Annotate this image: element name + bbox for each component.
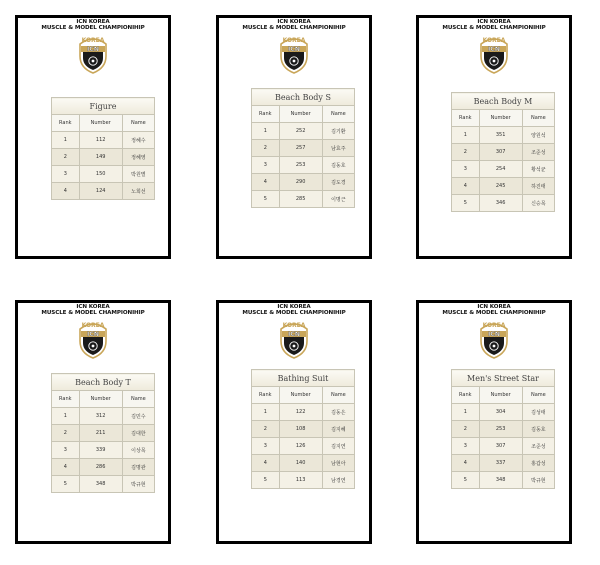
column-header-name: Name <box>122 391 154 408</box>
column-header-name: Name <box>322 387 354 404</box>
cell-name: 김명관 <box>122 459 154 476</box>
category-title: Bathing Suit <box>252 370 355 387</box>
header-line-2: MUSCLE & MODEL CHAMPIONIHIP <box>242 310 346 317</box>
cell-rank: 2 <box>452 421 480 438</box>
cell-number: 312 <box>79 408 122 425</box>
cell-name: 조준성 <box>522 438 554 455</box>
cell-rank: 3 <box>252 438 280 455</box>
cell-name: 조준성 <box>522 144 554 161</box>
cell-rank: 4 <box>452 455 480 472</box>
table-row <box>52 166 155 183</box>
cell-name: 김기환 <box>322 123 354 140</box>
cell-rank: 5 <box>52 476 80 493</box>
cell-name: 김대한 <box>122 425 154 442</box>
svg-text:ICN: ICN <box>287 331 301 339</box>
column-header-number: Number <box>279 106 322 123</box>
cell-rank: 4 <box>52 459 80 476</box>
table-header-row <box>52 115 155 132</box>
svg-text:KOREA: KOREA <box>81 37 105 44</box>
table-row <box>252 472 355 489</box>
table-row <box>52 408 155 425</box>
table-row <box>52 132 155 149</box>
cell-number: 253 <box>279 157 322 174</box>
cell-name: 신승목 <box>522 195 554 212</box>
result-card <box>416 300 572 544</box>
ranking-table <box>51 97 155 200</box>
category-title: Beach Body S <box>252 89 355 106</box>
cell-rank: 1 <box>252 123 280 140</box>
cell-rank: 2 <box>252 421 280 438</box>
category-title: Beach Body T <box>52 374 155 391</box>
cell-name: 김민수 <box>122 408 154 425</box>
header-line-2: MUSCLE & MODEL CHAMPIONIHIP <box>442 310 546 317</box>
icn-korea-logo <box>277 317 311 359</box>
cell-number: 252 <box>279 123 322 140</box>
cell-name: 하진태 <box>522 178 554 195</box>
header-line-1: ICN KOREA <box>477 19 511 25</box>
cell-number: 307 <box>479 438 522 455</box>
table-row <box>452 161 555 178</box>
header-line-1: ICN KOREA <box>477 304 511 310</box>
cell-rank: 2 <box>52 149 80 166</box>
cell-number: 304 <box>479 404 522 421</box>
header-line-1: ICN KOREA <box>76 19 110 25</box>
svg-text:KOREA: KOREA <box>482 37 506 44</box>
column-header-rank: Rank <box>452 110 480 127</box>
category-title: Beach Body M <box>452 93 555 110</box>
cell-name: 양원석 <box>522 127 554 144</box>
table-row <box>52 183 155 200</box>
svg-text:KOREA: KOREA <box>282 322 306 329</box>
header-line-1: ICN KOREA <box>76 304 110 310</box>
cell-rank: 1 <box>452 127 480 144</box>
cell-name: 남효주 <box>322 140 354 157</box>
table-row <box>452 455 555 472</box>
svg-text:ICN: ICN <box>287 46 301 54</box>
cell-number: 122 <box>279 404 322 421</box>
table-header-row <box>252 106 355 123</box>
table-row <box>452 144 555 161</box>
table-row <box>52 459 155 476</box>
cell-rank: 4 <box>252 174 280 191</box>
table-header-row <box>52 391 155 408</box>
cell-rank: 4 <box>52 183 80 200</box>
svg-text:ICN: ICN <box>86 46 100 54</box>
svg-text:KOREA: KOREA <box>282 37 306 44</box>
cell-name: 노희선 <box>122 183 154 200</box>
table-header-row <box>452 387 555 404</box>
svg-text:KOREA: KOREA <box>482 322 506 329</box>
result-card <box>15 15 171 259</box>
cell-number: 253 <box>479 421 522 438</box>
icn-korea-logo <box>477 32 511 74</box>
column-header-rank: Rank <box>52 391 80 408</box>
svg-text:KOREA: KOREA <box>81 322 105 329</box>
ranking-table <box>451 92 555 212</box>
championship-header <box>18 304 168 317</box>
svg-text:ICN: ICN <box>487 46 501 54</box>
cell-rank: 5 <box>452 195 480 212</box>
column-header-number: Number <box>479 387 522 404</box>
icn-korea-logo <box>76 32 110 74</box>
championship-header <box>18 19 168 32</box>
header-line-1: ICN KOREA <box>277 19 311 25</box>
cell-name: 김동은 <box>322 404 354 421</box>
championship-header <box>419 19 569 32</box>
table-row <box>452 438 555 455</box>
cell-name: 김동호 <box>522 421 554 438</box>
cell-name: 김지혜 <box>322 421 354 438</box>
cell-number: 149 <box>79 149 122 166</box>
column-header-name: Name <box>522 110 554 127</box>
cell-number: 108 <box>279 421 322 438</box>
svg-text:ICN: ICN <box>86 331 100 339</box>
cell-name: 박규현 <box>122 476 154 493</box>
result-card <box>216 300 372 544</box>
cell-rank: 3 <box>452 161 480 178</box>
cell-number: 348 <box>79 476 122 493</box>
icn-korea-logo <box>277 32 311 74</box>
table-row <box>252 404 355 421</box>
cell-name: 김성태 <box>522 404 554 421</box>
ranking-table <box>251 88 355 208</box>
table-header-row <box>252 387 355 404</box>
cell-rank: 2 <box>252 140 280 157</box>
cell-number: 307 <box>479 144 522 161</box>
cell-number: 124 <box>79 183 122 200</box>
table-row <box>252 421 355 438</box>
column-header-rank: Rank <box>452 387 480 404</box>
cell-rank: 3 <box>252 157 280 174</box>
table-row <box>252 174 355 191</box>
cell-number: 254 <box>479 161 522 178</box>
table-row <box>52 425 155 442</box>
result-card <box>216 15 372 259</box>
table-header-row <box>452 110 555 127</box>
cell-number: 337 <box>479 455 522 472</box>
table-row <box>452 178 555 195</box>
cell-number: 140 <box>279 455 322 472</box>
table-row <box>452 127 555 144</box>
cell-number: 112 <box>79 132 122 149</box>
cell-name: 정혜수 <box>122 132 154 149</box>
cell-rank: 3 <box>452 438 480 455</box>
table-row <box>52 476 155 493</box>
table-row <box>452 472 555 489</box>
championship-header <box>219 19 369 32</box>
table-row <box>252 438 355 455</box>
table-row <box>52 442 155 459</box>
header-line-2: MUSCLE & MODEL CHAMPIONIHIP <box>242 25 346 32</box>
cell-name: 박규현 <box>522 472 554 489</box>
column-header-number: Number <box>479 110 522 127</box>
cell-rank: 1 <box>252 404 280 421</box>
table-row <box>452 421 555 438</box>
cell-number: 211 <box>79 425 122 442</box>
cell-name: 정혜영 <box>122 149 154 166</box>
table-row <box>52 149 155 166</box>
cell-number: 339 <box>79 442 122 459</box>
cell-name: 황석균 <box>522 161 554 178</box>
header-line-2: MUSCLE & MODEL CHAMPIONIHIP <box>41 25 145 32</box>
header-line-2: MUSCLE & MODEL CHAMPIONIHIP <box>41 310 145 317</box>
championship-header <box>419 304 569 317</box>
column-header-number: Number <box>79 115 122 132</box>
cell-number: 346 <box>479 195 522 212</box>
ranking-table <box>51 373 155 493</box>
cell-number: 290 <box>279 174 322 191</box>
cell-name: 박원별 <box>122 166 154 183</box>
table-row <box>452 404 555 421</box>
cell-rank: 1 <box>52 408 80 425</box>
cell-number: 285 <box>279 191 322 208</box>
cell-rank: 5 <box>252 191 280 208</box>
ranking-table <box>451 369 555 489</box>
column-header-rank: Rank <box>252 387 280 404</box>
cell-number: 348 <box>479 472 522 489</box>
cell-name: 김도경 <box>322 174 354 191</box>
cell-number: 351 <box>479 127 522 144</box>
result-card <box>416 15 572 259</box>
category-title: Men's Street Star <box>452 370 555 387</box>
cell-name: 이명근 <box>322 191 354 208</box>
column-header-number: Number <box>79 391 122 408</box>
svg-text:ICN: ICN <box>487 331 501 339</box>
cell-rank: 3 <box>52 442 80 459</box>
table-row <box>452 195 555 212</box>
championship-header <box>219 304 369 317</box>
header-line-1: ICN KOREA <box>277 304 311 310</box>
header-line-2: MUSCLE & MODEL CHAMPIONIHIP <box>442 25 546 32</box>
cell-number: 126 <box>279 438 322 455</box>
table-row <box>252 140 355 157</box>
result-card <box>15 300 171 544</box>
cell-rank: 4 <box>252 455 280 472</box>
cell-name: 이상목 <box>122 442 154 459</box>
cell-rank: 2 <box>52 425 80 442</box>
cell-number: 286 <box>79 459 122 476</box>
icn-korea-logo <box>477 317 511 359</box>
cell-name: 남현아 <box>322 455 354 472</box>
cell-number: 245 <box>479 178 522 195</box>
icn-korea-logo <box>76 317 110 359</box>
cell-name: 남경연 <box>322 472 354 489</box>
cell-rank: 1 <box>52 132 80 149</box>
cell-rank: 2 <box>452 144 480 161</box>
cell-rank: 4 <box>452 178 480 195</box>
category-title: Figure <box>52 98 155 115</box>
cell-name: 홍갑성 <box>522 455 554 472</box>
column-header-name: Name <box>122 115 154 132</box>
ranking-table <box>251 369 355 489</box>
cell-rank: 1 <box>452 404 480 421</box>
cell-rank: 5 <box>252 472 280 489</box>
table-row <box>252 455 355 472</box>
column-header-rank: Rank <box>252 106 280 123</box>
cell-name: 김동호 <box>322 157 354 174</box>
column-header-number: Number <box>279 387 322 404</box>
cell-rank: 5 <box>452 472 480 489</box>
table-row <box>252 157 355 174</box>
column-header-name: Name <box>522 387 554 404</box>
cell-number: 113 <box>279 472 322 489</box>
cell-rank: 3 <box>52 166 80 183</box>
cell-number: 257 <box>279 140 322 157</box>
table-row <box>252 191 355 208</box>
cell-number: 150 <box>79 166 122 183</box>
table-row <box>252 123 355 140</box>
column-header-name: Name <box>322 106 354 123</box>
cell-name: 김지연 <box>322 438 354 455</box>
column-header-rank: Rank <box>52 115 80 132</box>
